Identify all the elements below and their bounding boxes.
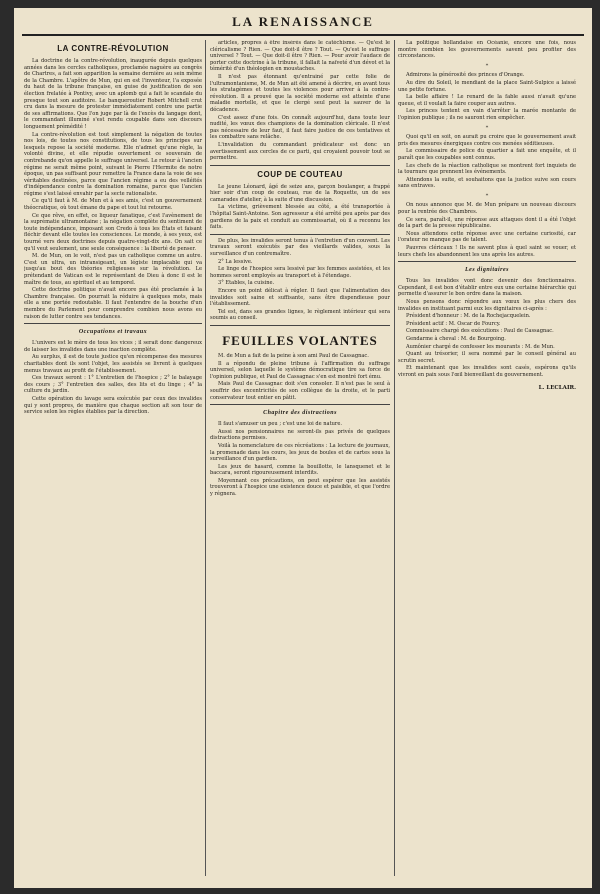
article-heading: COUP DE COUTEAU	[257, 169, 343, 179]
paragraph: Quoi qu'il en soit, on aurait pu croire que le gouvernement avait pris des mesures énergiques contre ces menées séditieuses.	[398, 134, 576, 147]
paragraph: La politique hollandaise en Océanie, encore une fois, nous montre combien les gouvernements savent peu profiter des circonstances.	[398, 40, 576, 60]
paragraph: M. de Mun, on le voit, n'est pas un catholique comme un autre. C'est un ultra, un intransigeant, un légiste implacable qui va jusqu'au bout des théories religieuses sur la révolution. Le prétendant de Vatican est le représentant de Dieu à donc il est le maître de tous, au spirituel et au temporel.	[24, 253, 202, 286]
paragraph: Moyennant ces précautions, on peut espérer que les assistés trouveront à l'hospice une existence douce et paisible, et que l'ordre y régnera.	[210, 477, 390, 498]
paragraph: Ce qu'il faut à M. de Mun et à ses amis, c'est un gouvernement théocratique, où tout émane du pape et tout lui retourne.	[24, 198, 202, 212]
section-heading: Occupations et travaux	[78, 329, 148, 336]
paragraph: Cette opération du lavage sera exécutée par ceux des invalides qui y sont propres, de manière que chaque section ait son tour de service selon les règles établies par la direction.	[24, 395, 202, 416]
masthead-rule	[22, 34, 584, 36]
paragraph: La victime, grièvement blessée au côté, a été transportée à l'hôpital Saint-Antoine. Son agresseur a été arrêté peu après par des gardiens de la paix et conduit au commissariat, où il a reconnu les faits.	[210, 204, 390, 231]
paragraph: Il a répondu de pleine tribune à l'affirmation du suffrage universel, selon laquelle le système démocratique tire sa force de l'opinion publique, et Paul de Cassagnac s'en est montré fort ému.	[210, 360, 390, 380]
column-3	[398, 40, 576, 876]
paragraph: Aumônier chargé de confesser les mourants : M. de Mun.	[406, 343, 555, 350]
paragraph: Il faut s'amuser un peu ; c'est une loi de nature.	[218, 421, 342, 428]
paragraph: De plus, les invalides seront tenus à l'entretien d'un couvent. Les travaux seront exécutés par des vieillards valides, sous la surveillance d'un contremaître.	[210, 237, 390, 258]
paragraph: On nous annonce que M. de Mun prépare un nouveau discours pour la rentrée des Chambres.	[398, 202, 576, 216]
paragraph: Voilà la nomenclature de ces récréations : La lecture de journaux, la promenade dans les cours, les jeux de boules et de cartes sous la surveillance d'un gardien.	[210, 442, 390, 463]
paragraph: Les jeux de hasard, comme la bouillotte, le lansquenet et le baccara, seront rigoureusement interdits.	[210, 463, 390, 477]
newspaper-page	[14, 8, 592, 888]
divider	[210, 404, 390, 405]
paragraph: Président actif : M. Oscar de Fourcy.	[406, 320, 501, 327]
paragraph: Encore un point délicat à régler. Il faut que l'alimentation des invalides soit saine et suffisante, sans être dispendieuse pour l'établissement.	[210, 288, 390, 308]
paragraph: Les chefs de la réaction catholique se montrent fort inquiets de la tournure que prennent les événements.	[398, 162, 576, 176]
divider	[210, 325, 390, 326]
column-2	[210, 40, 390, 876]
paragraph: Les princes tentent en vain d'arrêter la marée montante de l'opinion publique ; ils ne sauront rien empêcher.	[398, 108, 576, 121]
paragraph: La contre-révolution est tout simplement la négation de toutes nos lois, de toutes nos constitutions, de tous les principes sur lesquels repose la société moderne. Elle n'admet qu'une règle, la volonté divine, et elle répudie ouvertement ce souverain de contrebande qu'on appelle le suffrage universel. Le retour à l'ancien régime ne serait même point, suivant le Pierre l'Hermite de notre époque, un pas suffisant pour remettre la France dans la voie de ses véritables destinées, parce que l'ancien régime a eu des velléités d'indépendance contre la domination romaine, parce que l'ancien régime s'est laissé envahir par la secte rationaliste.	[24, 131, 202, 197]
masthead-title: LA RENAISSANCE	[232, 14, 374, 29]
paragraph: Ces travaux seront : 1° L'entretien de l'hospice ; 2° le balayage des cours ; 3° l'entretien des salles, des lits et du linge ; 4° la culture du jardin.	[24, 375, 202, 395]
paragraph: La doctrine de la contre-révolution, inaugurée depuis quelques années dans les cercles catholiques, proclamée naguère au congrès de Chartres, a fait son apparition la semaine dernière au sein même de la Chambre. L'apôtre de Mun, qui en est l'inventeur, l'a exposée du haut de la tribune française, en guise de justification de son élection frelatée à Pontivy, avec un aplomb qui a fait le scandale du presque tout son auditoire. Le banqueroutier Robert Mitchell crut cru dans la mesure de protester immédiatement contre une partie de ses affirmations. Que l'on juge par là de l'excès du langage dont, le commandant illuminé s'est rendu coupable dans son discours longuement prémédité !	[24, 58, 202, 130]
separator-star: *	[485, 192, 489, 199]
divider	[210, 234, 390, 235]
paragraph: Tel est, dans ses grandes lignes, le règlement intérieur qui sera soumis au conseil.	[210, 308, 390, 322]
paragraph: 2° La lessive.	[218, 258, 253, 265]
paragraph: Aussi nos pensionnaires ne seront-ils pas privés de quelques distractions permises.	[210, 428, 390, 442]
paragraph: Pauvres cléricaux ! Ils ne savent plus à quel saint se vouer, et leurs chefs les abandonnent les uns après les autres.	[398, 245, 576, 258]
paragraph: Nous attendons cette réponse avec une certaine curiosité, car l'orateur ne manque pas de talent.	[398, 230, 576, 244]
paragraph: Quant au trésorier, il sera nommé par le conseil général au scrutin secret.	[398, 351, 576, 364]
separator-star: *	[485, 124, 489, 131]
divider	[24, 323, 202, 324]
paragraph: Tous les invalides vont donc devenir des fonctionnaires. Cependant, il est bon d'établir entre eux une certaine hiérarchie qui permette d'assurer le bon ordre dans la maison.	[398, 278, 576, 298]
paragraph: La belle affaire ! Le renard de la fable aussi n'avait qu'une queue, et il voulait la faire couper aux autres.	[398, 94, 576, 107]
paragraph: M. de Mun a fait de la peine à son ami Paul de Cassagnac.	[218, 352, 369, 359]
paragraph: Attendons la suite, et souhaitons que la justice suive son cours sans entraves.	[398, 176, 576, 190]
paragraph: Ce que rêve, en effet, ce liqueur fanatique, c'est l'avènement de la suprématie ultramontaine ; la négation complète du sentiment de toute indépendance, imposant son Credo à tous les États et faisant fléchir devant elle toutes les consciences. Le monde, à ses yeux, est tourné vers deux doctrines depuis quatre-vingt-dix ans. On sait ce qu'il veut seulement, une seule conséquence : la liberté de penser.	[24, 212, 202, 252]
article-heading: FEUILLES VOLANTES	[222, 332, 378, 348]
paragraph: Le jeune Léonard, âgé de seize ans, garçon boulanger, a frappé hier soir d'un coup de couteau, rue de la Roquette, un de ses camarades d'atelier, à la suite d'une discussion.	[210, 183, 390, 203]
article-heading: LA CONTRE-RÉVOLUTION	[57, 44, 169, 53]
paragraph: L'invalidation du commandant prédicateur est donc un avertissement aux cercles de ce parti, qui croyaient pouvoir tout se permettre.	[210, 141, 390, 162]
column-divider	[205, 40, 206, 876]
paragraph: Commissaire chargé des exécutions : Paul de Cassagnac.	[406, 328, 554, 335]
paragraph: articles, propres à être insérés dans le catéchisme. — Qu'est le cléricalisme ? Rien. — Que doit-il être ? Tout. — Qu'est le suffrage universel ? Tout. — Que doit-il être ? Rien. — Pour avoir l'audace de porter cette doctrine à la tribune, il fallait la naïveté d'un dévot et la témérité d'un théologien en moustaches.	[210, 40, 390, 73]
column-divider	[394, 40, 395, 876]
divider	[210, 165, 390, 166]
paragraph: Admirons la générosité des princes d'Orange.	[406, 72, 525, 79]
column-1	[24, 40, 202, 876]
paragraph: Au dire du Soleil, le mendiant de la place Saint-Sulpice a laissé une petite fortune.	[398, 79, 576, 93]
paragraph: 3° Etables, la cuisine.	[218, 280, 275, 287]
paragraph: Au surplus, il est de toute justice qu'en récompense des mesures charitables dont ils sont l'objet, les assistés se livrent à quelques menus travaux au profit de l'établissement.	[24, 354, 202, 374]
author-signature: L. LECLAIR.	[538, 384, 576, 391]
paragraph: L'univers est le mère de tous les vices ; il serait donc dangereux de laisser les invalides dans une inaction complète.	[24, 340, 202, 353]
paragraph: Président d'honneur : M. de la Rochejacquelein.	[406, 313, 531, 320]
paragraph: Et maintenant que les invalides sont casés, espérons qu'ils vivront en paix sous l'œil bienveillant du gouvernement.	[398, 365, 576, 378]
paragraph: C'est assez d'une fois. On connaît aujourd'hui, dans toute leur nudité, les vœux des champions de la domination cléricale. Il n'est pas nécessaire de leur faut, il faut faire justice de ces tentatives et les combattre sans relâche.	[210, 114, 390, 141]
paragraph: Mais Paul de Cassagnac doit s'en consoler. Il n'est pas le seul à souffrir des excentricités de son collègue de la droite, et le parti conservateur tout entier en pâtit.	[210, 381, 390, 401]
paragraph: Le commissaire de police du quartier a fait une enquête, et il paraît que les coupables sont connus.	[398, 148, 576, 161]
paragraph: Ce sera, paraît-il, une réponse aux attaques dont il a été l'objet de la part de la presse républicaine.	[398, 216, 576, 230]
paragraph: Nous pensons donc répondre aux vœux les plus chers des invalides en instituant parmi eux les dignitaires ci-après :	[398, 299, 576, 312]
paragraph: Il n'est pas étonnant qu'entrainé par cette folie de l'ultramontanisme, M. de Mun ait été amené à décrire, en avant tous les stratagèmes et toutes les violences pour arriver à la contre-révolution. Il a prouvé que la société moderne est atteinte d'une maladie mortelle, et que le clergé seul peut la sauver de la décadence.	[210, 73, 390, 113]
section-heading: Chapitre des distractions	[263, 410, 337, 417]
paragraph: Cette doctrine politique n'avait encore pas été proclamée à la Chambre française. On pourrait la réduire à quelques mots, mais elle a une portée redoutable. Il faut l'entendre de la bouche d'un membre du Parlement pour comprendre combien nous avons eu raison de lutter contre ses tendances.	[24, 287, 202, 320]
divider	[398, 261, 576, 262]
paragraph: Le linge de l'hospice sera lessivé par les femmes assistées, et les hommes seront employés au transport et à l'étendage.	[210, 266, 390, 279]
separator-star: *	[485, 62, 489, 69]
paragraph: Gendarme à cheval : M. de Bourgoing.	[406, 335, 506, 342]
section-heading: Les dignitaires	[464, 267, 509, 274]
